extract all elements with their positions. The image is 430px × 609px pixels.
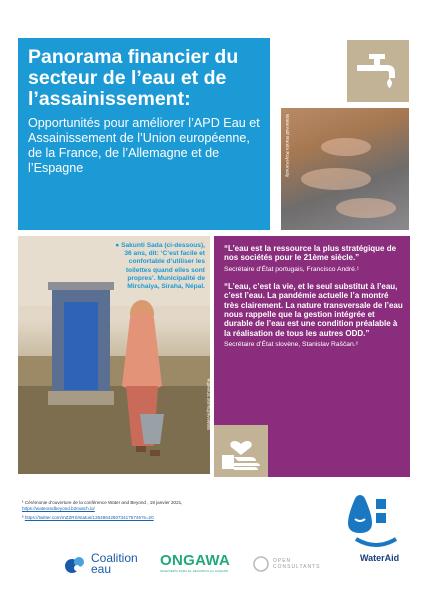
- quote-text: “L’eau est la ressource la plus stratégique de nos sociétés pour le 21ème siècle.”: [224, 244, 397, 263]
- hands-photo: [281, 108, 409, 230]
- tap-icon: [347, 40, 409, 102]
- report-title: Panorama financier du secteur de l’eau et de l’assainissement:: [28, 46, 239, 110]
- open-consultants-logo: OPEN CONSULTANTS: [252, 552, 320, 576]
- report-subtitle: Opportunités pour améliorer l’APD Eau et Assainissement de l’Union européenne, de la France, de l’Allemagne et de l’Espagne: [28, 116, 260, 175]
- coalition-eau-logo: Coalition eau: [64, 552, 138, 576]
- footnotes: [22, 500, 272, 521]
- toilet-photo-credit: WaterAid/Sumit Shrestha: [206, 378, 211, 430]
- ongawa-logo: ONGAWA INGENIERÍA PARA EL DESARROLLO HUMANO: [160, 552, 231, 573]
- wateraid-logo-text: WaterAid: [360, 553, 400, 563]
- title-box: [18, 38, 270, 230]
- wateraid-logo: [346, 493, 410, 569]
- toilet-photo: [18, 236, 210, 474]
- footnote-link[interactable]: https://waterandbeyond.b2match.io/: [22, 506, 95, 511]
- footnote: ¹ Cérémonie d’ouverture de la conférence Water and Beyond , 18 janvier 2021, https://waterandbeyond.b2match.io/: [22, 500, 183, 511]
- quote-attribution: Secrétaire d’État portugais, Francisco André.¹: [224, 265, 359, 273]
- quotes-box: [214, 236, 410, 420]
- quote-text: “L’eau, c’est la vie, et le seul substitut à l’eau, c’est l’eau. La pandémie actuelle l’a montré très clairement. La nature transversale de l’eau nous rappelle que la gestion intégrée et durable de l’eau est une condition préalable à la réalisation de tous les autres ODD.”: [224, 281, 403, 338]
- location-pin-icon: ●: [115, 242, 120, 249]
- hands-photo-credit: WaterAid/ Ranita Roy/Annuity: [284, 114, 289, 178]
- toilet-photo-caption: ● Sakunti Sada (ci-dessous), 36 ans, dit: ‘C’est facile et confortable d’utiliser les toilettes quand elles sont propres’. Municipalité de Mirchaiya, Siraha, Népal.: [115, 242, 205, 291]
- quote-attribution: Secrétaire d’État slovène, Stanislav Raščan.²: [224, 341, 358, 349]
- footnote-link[interactable]: https://twitter.com/mZZRS/status/1354864280734175745?s=20: [24, 515, 154, 520]
- footnote: ² https://twitter.com/mZZRS/status/1354864280734175745?s=20: [22, 515, 154, 520]
- heart-hands-icon: [214, 425, 268, 477]
